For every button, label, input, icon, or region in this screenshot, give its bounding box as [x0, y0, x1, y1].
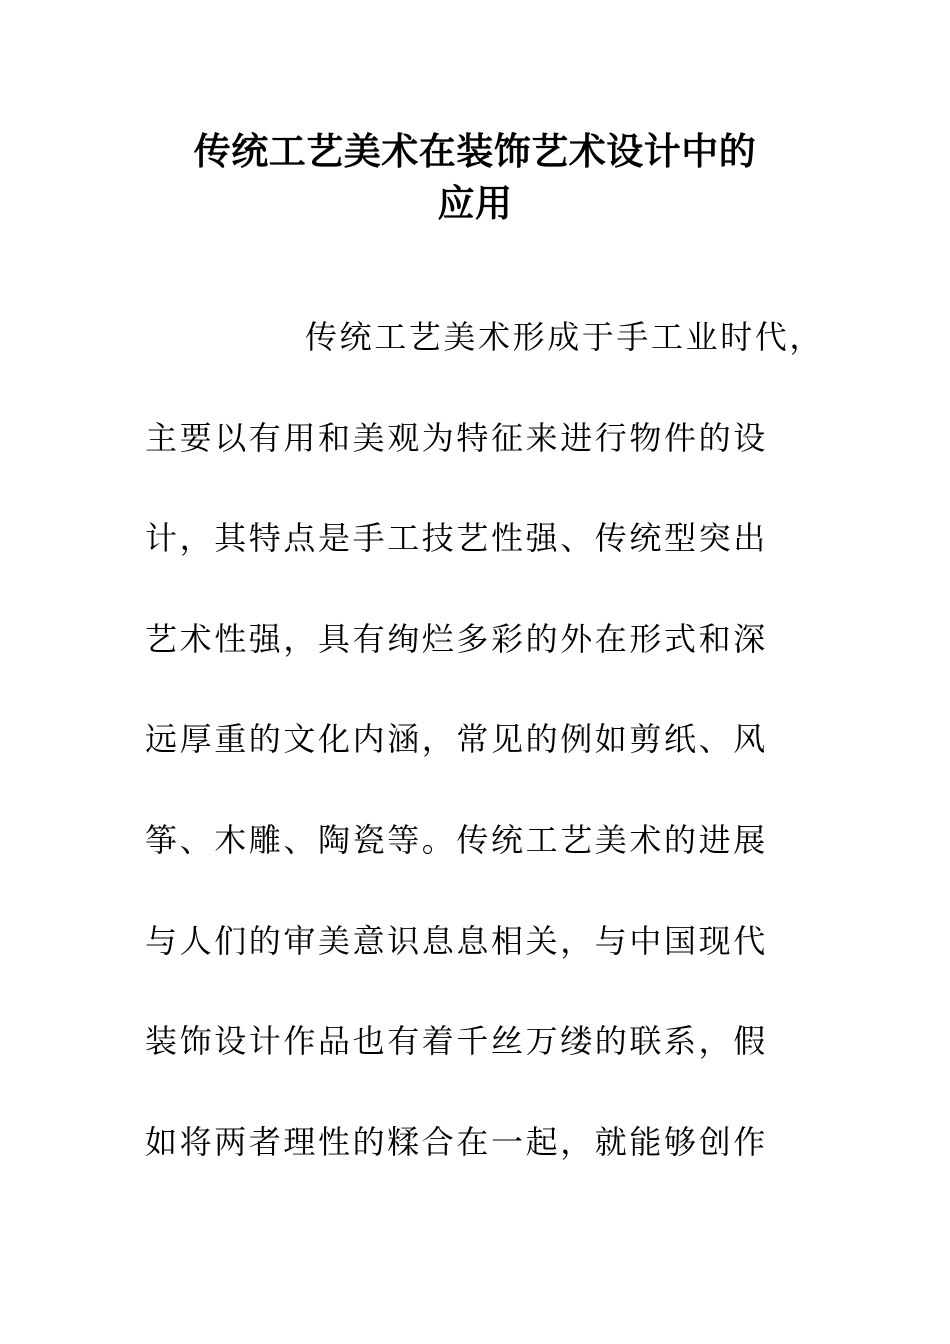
- paragraph-line: 远厚重的文化内涵，常见的例如剪纸、风: [145, 720, 768, 759]
- paragraph-line: 主要以有用和美观为特征来进行物件的设: [145, 418, 768, 457]
- paragraph-line: 与人们的审美意识息息相关，与中国现代: [145, 921, 768, 960]
- body-paragraph: [145, 310, 825, 1215]
- title-line: 应用: [437, 182, 513, 225]
- paragraph-line: 艺术性强，具有绚烂多彩的外在形式和深: [145, 619, 768, 658]
- paragraph-line: 装饰设计作品也有着千丝万缕的联系，假: [145, 1022, 768, 1061]
- document-title: [145, 126, 805, 230]
- title-line: 传统工艺美术在装饰艺术设计中的: [193, 130, 757, 173]
- paragraph-line: 传统工艺美术形成于手工业时代，: [305, 318, 825, 356]
- paragraph-line: 如将两者理性的糅合在一起，就能够创作: [145, 1122, 768, 1161]
- paragraph-line: 计，其特点是手工技艺性强、传统型突出: [145, 519, 768, 558]
- paragraph-line: 筝、木雕、陶瓷等。传统工艺美术的进展: [145, 820, 768, 859]
